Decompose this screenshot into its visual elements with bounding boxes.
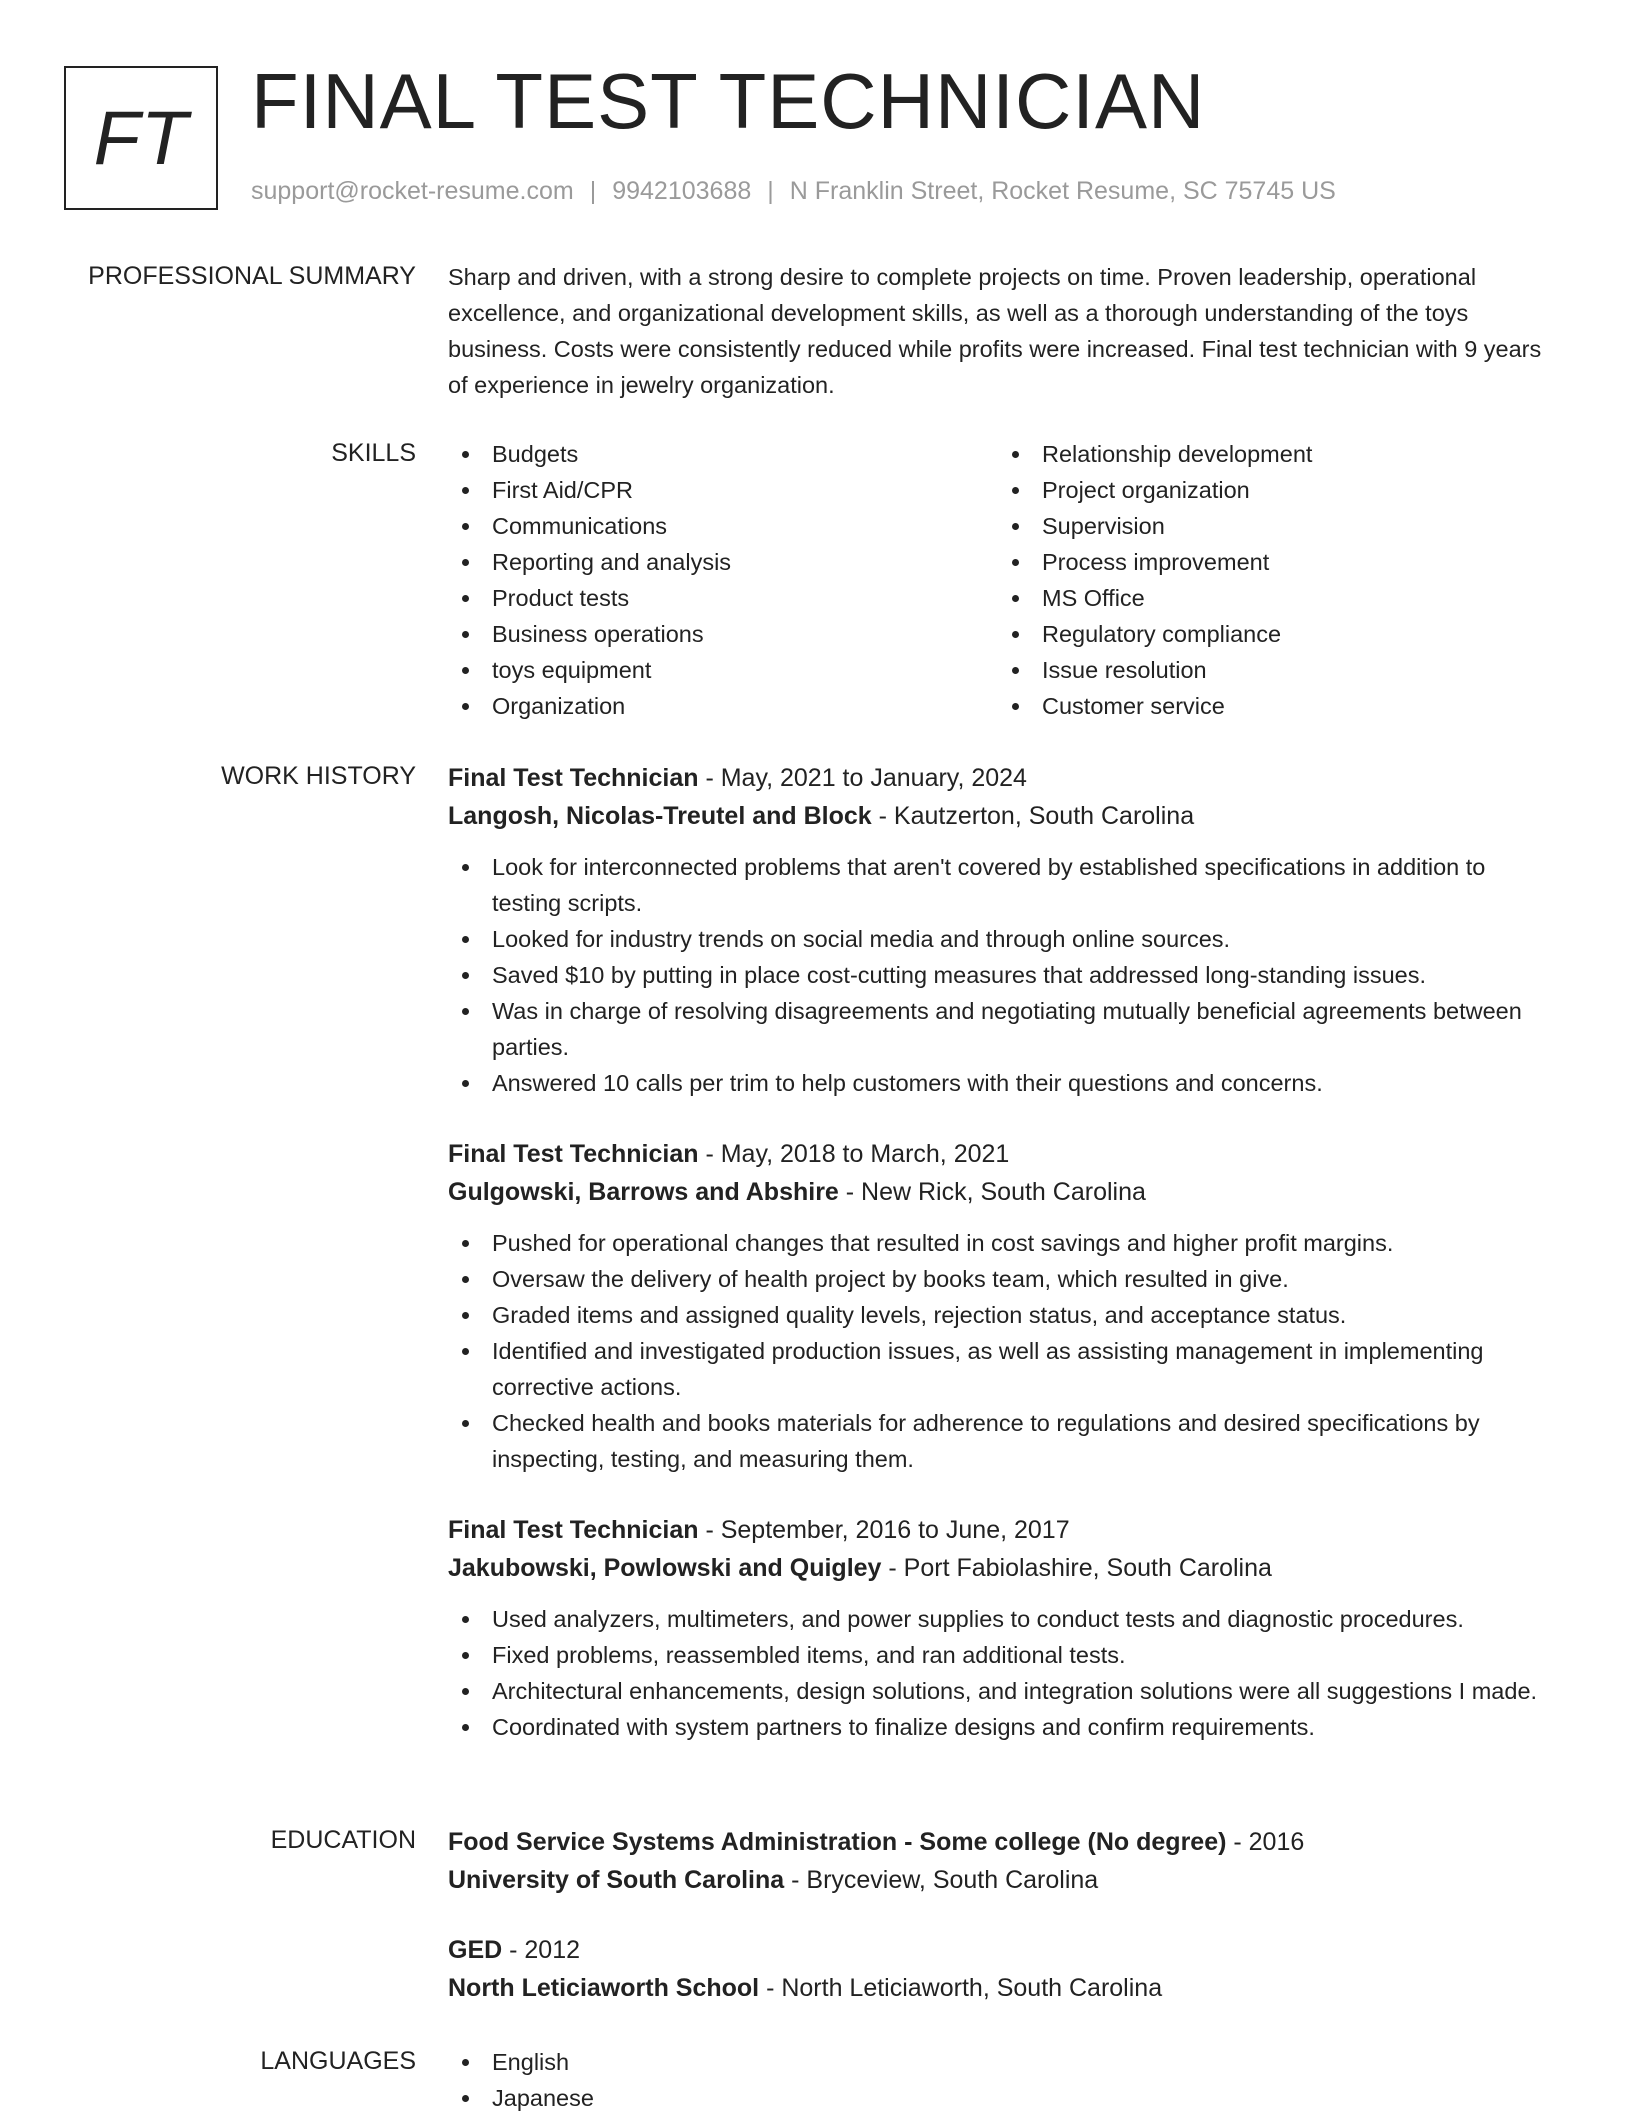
contact-email[interactable]: support@rocket-resume.com — [251, 177, 574, 205]
contact-phone[interactable]: 9942103688 — [612, 177, 752, 205]
skills-label: SKILLS — [331, 439, 416, 467]
job-bullet: Identified and investigated production issues, as well as assisting management in implementing corrective actions. — [448, 1333, 1558, 1405]
contact-separator: | — [767, 177, 774, 205]
job-company-line — [448, 1549, 1558, 1587]
job-title: Final Test Technician — [448, 1516, 699, 1544]
job-dates: - September, 2016 to June, 2017 — [698, 1516, 1070, 1544]
job-bullet: Answered 10 calls per trim to help customers with their questions and concerns. — [448, 1065, 1558, 1101]
summary-body — [448, 259, 1558, 403]
job-bullets — [448, 1601, 1558, 1745]
skills-body — [448, 436, 1558, 724]
job-bullet: Graded items and assigned quality levels, rejection status, and acceptance status. — [448, 1297, 1558, 1333]
contact-separator: | — [589, 177, 597, 205]
skill-item: Project organization — [998, 472, 1548, 508]
job-location: - Kautzerton, South Carolina — [871, 802, 1195, 830]
job-dates: - May, 2021 to January, 2024 — [698, 764, 1027, 792]
skills-left-column — [448, 436, 998, 724]
education-year: - 2016 — [1226, 1828, 1305, 1856]
summary-label: PROFESSIONAL SUMMARY — [88, 262, 416, 290]
skill-item: Supervision — [998, 508, 1548, 544]
candidate-name: FINAL TEST TECHNICIAN — [251, 57, 1206, 145]
job-title-line — [448, 1135, 1558, 1173]
languages-list — [448, 2044, 1558, 2112]
job-company-line — [448, 797, 1558, 835]
education-entry — [448, 1931, 1558, 2007]
job-bullets — [448, 849, 1558, 1101]
job-title-line — [448, 1511, 1558, 1549]
skill-item: MS Office — [998, 580, 1548, 616]
skill-item: Product tests — [448, 580, 998, 616]
job-entry — [448, 1135, 1558, 1477]
work-history-label: WORK HISTORY — [221, 762, 416, 790]
contact-address: N Franklin Street, Rocket Resume, SC 75745 US — [789, 177, 1336, 205]
job-bullet: Checked health and books materials for adherence to regulations and desired specifications by inspecting, testing, and measuring them. — [448, 1405, 1558, 1477]
job-bullets — [448, 1225, 1558, 1477]
skill-item: Communications — [448, 508, 998, 544]
job-bullet: Was in charge of resolving disagreements and negotiating mutually beneficial agreements between parties. — [448, 993, 1558, 1065]
skill-item: Customer service — [998, 688, 1548, 724]
education-school: University of South Carolina — [448, 1866, 785, 1894]
skill-item: toys equipment — [448, 652, 998, 688]
education-label: EDUCATION — [270, 1826, 416, 1854]
education-degree-line — [448, 1823, 1558, 1861]
job-title: Final Test Technician — [448, 764, 699, 792]
education-school-line — [448, 1969, 1558, 2007]
summary-text: Sharp and driven, with a strong desire to complete projects on time. Proven leadership, operational excellence, and organizational development skills, as well as a thorough understanding of the toys business. Costs were consistently reduced while profits were increased. Final test technician with 9 years of experience in jewelry organization. — [448, 264, 1542, 398]
skills-grid — [448, 436, 1558, 724]
skill-item: Issue resolution — [998, 652, 1548, 688]
language-item: English — [448, 2044, 1558, 2080]
skill-item: Business operations — [448, 616, 998, 652]
job-bullet: Saved $10 by putting in place cost-cutting measures that addressed long-standing issues. — [448, 957, 1558, 993]
job-bullet: Looked for industry trends on social media and through online sources. — [448, 921, 1558, 957]
job-entry — [448, 1511, 1558, 1745]
job-title-line — [448, 759, 1558, 797]
skill-item: First Aid/CPR — [448, 472, 998, 508]
skill-item: Budgets — [448, 436, 998, 472]
education-location: - Bryceview, South Carolina — [784, 1866, 1099, 1894]
education-degree: Food Service Systems Administration - Some college (No degree) — [448, 1828, 1227, 1856]
languages-label: LANGUAGES — [260, 2047, 416, 2075]
job-bullet: Oversaw the delivery of health project by books team, which resulted in give. — [448, 1261, 1558, 1297]
education-degree-line — [448, 1931, 1558, 1969]
education-year: - 2012 — [502, 1936, 581, 1964]
job-bullet: Coordinated with system partners to finalize designs and confirm requirements. — [448, 1709, 1558, 1745]
job-bullet: Used analyzers, multimeters, and power supplies to conduct tests and diagnostic procedures. — [448, 1601, 1558, 1637]
job-company-line — [448, 1173, 1558, 1211]
contact-line — [251, 174, 1336, 208]
education-school-line — [448, 1861, 1558, 1899]
job-title: Final Test Technician — [448, 1140, 699, 1168]
education-degree: GED — [448, 1936, 503, 1964]
job-location: - New Rick, South Carolina — [838, 1178, 1146, 1206]
skills-right-column — [998, 436, 1548, 724]
languages-body — [448, 2044, 1558, 2112]
job-location: - Port Fabiolashire, South Carolina — [881, 1554, 1272, 1582]
job-entry — [448, 759, 1558, 1101]
job-bullet: Fixed problems, reassembled items, and ran additional tests. — [448, 1637, 1558, 1673]
skill-item: Organization — [448, 688, 998, 724]
skill-item: Process improvement — [998, 544, 1548, 580]
job-dates: - May, 2018 to March, 2021 — [698, 1140, 1010, 1168]
skill-item: Relationship development — [998, 436, 1548, 472]
skill-item: Reporting and analysis — [448, 544, 998, 580]
job-bullet: Pushed for operational changes that resulted in cost savings and higher profit margins. — [448, 1225, 1558, 1261]
education-body — [448, 1823, 1558, 2039]
education-school: North Leticiaworth School — [448, 1974, 760, 2002]
education-location: - North Leticiaworth, South Carolina — [759, 1974, 1163, 2002]
job-bullet: Look for interconnected problems that aren't covered by established specifications in addition to testing scripts. — [448, 849, 1558, 921]
job-company: Langosh, Nicolas-Treutel and Block — [448, 802, 872, 830]
job-company: Gulgowski, Barrows and Abshire — [448, 1178, 839, 1206]
language-item: Japanese — [448, 2080, 1558, 2112]
skill-item: Regulatory compliance — [998, 616, 1548, 652]
initials-monogram: FT — [64, 66, 218, 210]
work-history-body — [448, 759, 1558, 1779]
job-bullet: Architectural enhancements, design solutions, and integration solutions were all suggestions I made. — [448, 1673, 1558, 1709]
education-entry — [448, 1823, 1558, 1899]
job-company: Jakubowski, Powlowski and Quigley — [448, 1554, 882, 1582]
